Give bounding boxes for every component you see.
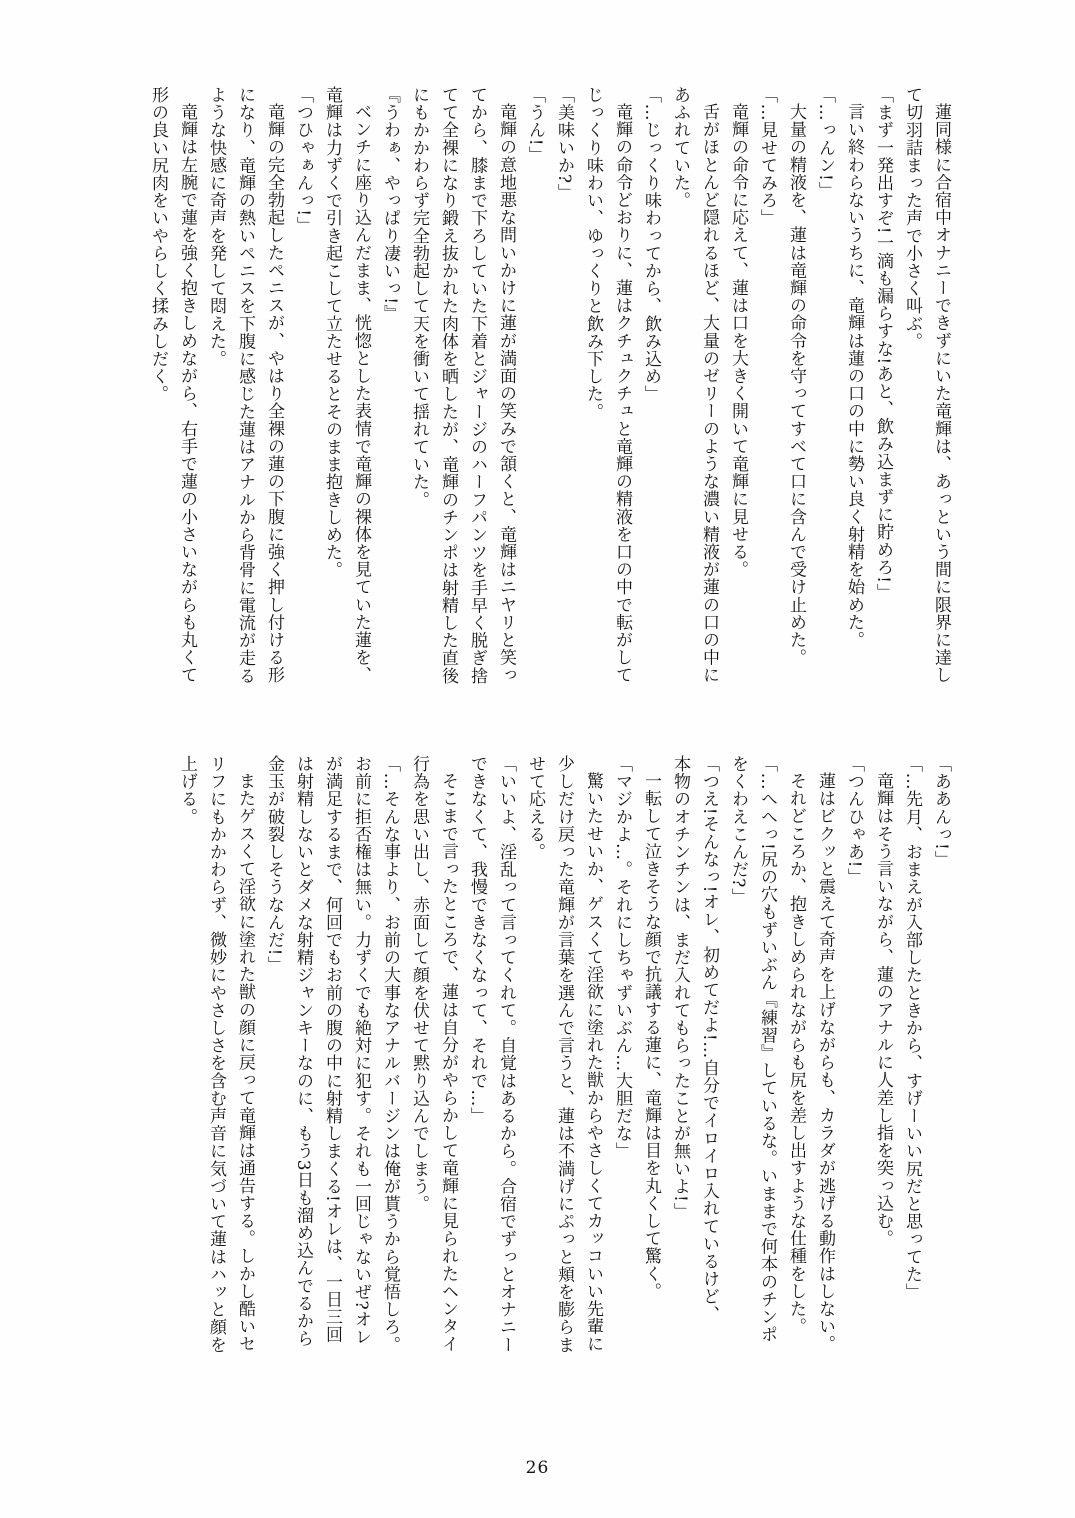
text-line: てて全裸になり鍛え抜かれた肉体を晒したが、竜輝のチンポは射精した直後 — [438, 86, 458, 685]
text-line: 驚いたせいか、ゲスくて淫欲に塗れた獣からやさしくてカッコいい先輩に — [583, 772, 603, 1353]
text-line: は射精しないとダメな射精ジャンキーなのに、もう3日も溜め込んでるから — [293, 755, 313, 1348]
text-line: ベンチに座り込んだまま、恍惚とした表情で竜輝の裸体を見ていた蓮を、 — [351, 103, 371, 684]
text-line: 「つひゃぁんっ!」 — [293, 86, 313, 235]
text-line: 「まず一発出すぞ!一滴も漏らすな!あと、飲み込まずに貯めろ!」 — [873, 86, 893, 602]
text-line: 「つんひゃあ!」 — [844, 755, 864, 886]
text-line: ような快感に奇声を発して悶えた。 — [206, 86, 226, 368]
text-line: そこまで言ったところで、蓮は自分がやらかして竜輝に見られたヘンタイ — [438, 772, 458, 1353]
text-line: 「…先月、おまえが入部したときから、すげーいい尻だと思ってた」 — [902, 755, 922, 1301]
text-line: リフにもかかわらず、微妙にやさしさを含む声音に気づいて蓮はハッと顔を — [206, 755, 226, 1354]
text-line: をくわえこんだ?」 — [728, 755, 748, 906]
text-line: 「…そんな事より、お前の大事なアナルバージンは俺が貰うから覚悟しろ。 — [380, 755, 400, 1354]
text-line: 舌がほとんど隠れるほど、大量のゼリーのような濃い精液が蓮の口の中に — [699, 103, 719, 684]
text-line: てから、膝まで下ろしていた下着とジャージのハーフパンツを手早く脱ぎ捨 — [467, 86, 487, 685]
text-line: 蓮同様に合宿中オナニーできずにいた竜輝は、あっという間に限界に達し — [931, 103, 951, 684]
text-line: それどころか、抱きしめられながらも尻を差し出すような仕種をした。 — [786, 772, 806, 1336]
text-line: またゲスくて淫欲に塗れた獣の顔に戻って竜輝は通告する。しかし酷いセ — [235, 772, 255, 1353]
text-line: 「…見せてみろ」 — [757, 86, 777, 227]
text-block-lower — [172, 755, 955, 1387]
text-line: になり、竜輝の熱いペニスを下腹に感じた蓮はアナルから背骨に電流が走る — [235, 86, 255, 685]
text-line: 少しだけ戻った竜輝が言葉を選んで言うと、蓮は不満げにぷっと頬を膨らま — [554, 755, 574, 1354]
page-number: 26 — [525, 1458, 550, 1478]
text-line: 「いいよ、淫乱って言ってくれて。自覚はあるから。合宿でずっとオナニー — [496, 755, 516, 1354]
text-line: 「…へへっ!尻の穴もずいぶん『練習』しているな。いままで何本のチンポ — [757, 755, 777, 1344]
text-line: 竜輝の命令に応えて、蓮は口を大きく開いて竜輝に見せる。 — [728, 103, 748, 579]
text-line: せて応える。 — [525, 755, 545, 861]
text-line: 「…じっくり味わってから、飲み込め」 — [641, 86, 661, 403]
text-line: お前に拒否権は無い。力ずくでも絶対に犯す。それも一回じゃないぜ?オレ — [351, 755, 371, 1346]
text-line: 竜輝はそう言いながら、蓮のアナルに人差し指を突っ込む。 — [873, 772, 893, 1248]
text-line: 大量の精液を、蓮は竜輝の命令を守ってすべて口に含んで受け止めた。 — [786, 103, 806, 667]
text-line: 金玉が破裂しそうなんだ!」 — [264, 755, 284, 974]
text-line: 竜輝の意地悪な問いかけに蓮が満面の笑みで頷くと、竜輝はニヤリと笑っ — [496, 103, 516, 684]
text-line: 言い終わらないうちに、竜輝は蓮の口の中に勢い良く射精を始めた。 — [844, 103, 864, 649]
text-line: できなくて、我慢できなくなって、それで…」 — [467, 755, 487, 1125]
text-line: 上げる。 — [177, 755, 197, 826]
text-line: 蓮はビクッと震えて奇声を上げながらも、カラダが逃げる動作はしない。 — [815, 772, 835, 1353]
text-line: あふれていた。 — [670, 86, 690, 210]
text-line: 本物のオチンチンは、まだ入れてもらったことが無いよ!」 — [670, 755, 690, 1221]
text-block-upper — [143, 86, 955, 718]
text-line: にもかかわらず完全勃起して天を衝いて揺れていた。 — [409, 86, 429, 509]
text-line: 行為を思い出し、赤面して顔を伏せて黙り込んでしまう。 — [409, 755, 429, 1213]
text-line: 形の良い尻肉をいやらしく揉みしだく。 — [148, 86, 168, 403]
text-line: 竜輝は力ずくで引き起こして立たせるとそのまま抱きしめた。 — [322, 86, 342, 579]
text-line: 「つえ!そんなっ!オレ、初めてだよ!…自分でイロイロ入れているけど、 — [699, 755, 719, 1323]
text-line: 一転して泣きそうな顔で抗議する蓮に、竜輝は目を丸くして驚く。 — [641, 772, 661, 1300]
text-line: じっくり味わい、ゆっくりと飲み下した。 — [583, 86, 603, 421]
text-line: 「ああんっ!」 — [931, 755, 951, 869]
text-line: 「うん!」 — [525, 86, 545, 164]
text-line: 「…っんン!」 — [815, 86, 835, 200]
text-line: 竜輝の命令どおりに、蓮はクチュクチュと竜輝の精液を口の中で転がして — [612, 103, 632, 684]
text-line: 竜輝は左腕で蓮を強く抱きしめながら、右手で蓮の小さいながらも丸くて — [177, 103, 197, 684]
text-line: 竜輝の完全勃起したペニスが、やはり全裸の蓮の下腹に強く押し付ける形 — [264, 103, 284, 684]
text-line: が満足するまで、何回でもお前の腹の中に射精しまくる!オレは、一日三回 — [322, 755, 342, 1344]
text-line: 「マジかよ…。それにしちゃずいぶん…大胆だな」 — [612, 755, 632, 1160]
text-line: 『うわぁ、やっぱり凄いっ!』 — [380, 86, 400, 323]
text-line: 「美味いか?」 — [554, 86, 574, 202]
text-line: て切羽詰まった声で小さく叫ぶ。 — [902, 86, 922, 350]
